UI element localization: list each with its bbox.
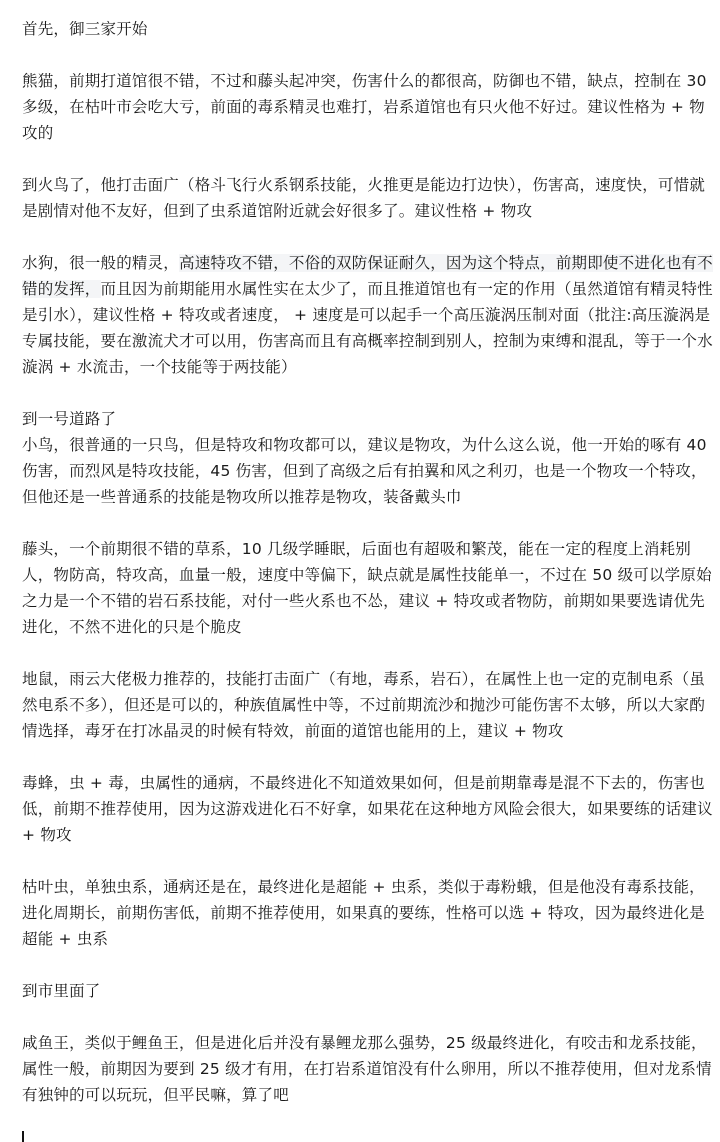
paragraph-gap xyxy=(22,640,714,666)
paragraph-poison-bee: 毒蜂，虫 + 毒，虫属性的通病，不最终进化不知道效果如何，但是前期靠毒是混不下去的，伤害也低，前期不推荐使用，因为这游戏进化石不好拿，如果花在这种地方风险会很大，如果要练的话建议 + 物攻 xyxy=(22,774,713,844)
paragraph-gap xyxy=(22,224,714,250)
water-dog-text-start: 水狗，很一般的精灵， xyxy=(22,254,180,272)
text-cursor xyxy=(22,1131,24,1142)
paragraph-salted-fish-king: 咸鱼王，类似于鲤鱼王，但是进化后并没有暴鲤龙那么强势，25 级最终进化，有咬击和龙系技能，属性一般，前期因为要到 25 级才有用，在打岩系道馆没有什么卵用，所以不推荐使用，但对龙系情有独钟的可以玩玩，但平民嘛，算了吧 xyxy=(22,1034,712,1104)
paragraph-gap xyxy=(22,380,714,406)
paragraph-vine-head: 藤头，一个前期很不错的草系，10 几级学睡眠，后面也有超吸和繁茂，能在一定的程度上消耗别人，物防高，特攻高，血量一般，速度中等偏下，缺点就是属性技能单一，不过在 50 级可以学原始之力是一个不错的岩石系技能，对付一些火系也不怂，建议 + 特攻或者物防，前期如果要选请优先进化，不然不进化的只是个脆皮 xyxy=(22,540,712,636)
paragraph-gap xyxy=(22,744,714,770)
paragraph-gap xyxy=(22,1004,714,1030)
water-dog-text-end: 而且因为前期能用水属性实在太少了，而且推道馆也有一定的作用（虽然道馆有精灵特性是引水），建议性格 + 特攻或者速度， + 速度是可以起手一个高压漩涡压制对面（批注:高压漩涡是专属技能，要在激流犬才可以用，伤害高而且有高概率控制到别人，控制为束缚和混乱，等于一个水漩涡 + 水流击，一个技能等于两技能） xyxy=(22,280,713,376)
paragraph-small-bird: 小鸟，很普通的一只鸟，但是特攻和物攻都可以，建议是物攻，为什么这么说，他一开始的啄有 40 伤害，而烈风是特攻技能，45 伤害，但到了高级之后有拍翼和风之利刃，也是一个物攻一个特攻，但他还是一些普通系的技能是物攻所以推荐是物攻，装备戴头巾 xyxy=(22,436,707,506)
paragraph-gap xyxy=(22,952,714,978)
paragraph-leaf-bug: 枯叶虫，单独虫系，通病还是在，最终进化是超能 + 虫系，类似于毒粉蛾，但是他没有毒系技能，进化周期长，前期伤害低，前期不推荐使用，如果真的要练，性格可以选 + 特攻，因为最终进化是超能 + 虫系 xyxy=(22,878,705,948)
paragraph-panda: 熊猫，前期打道馆很不错，不过和藤头起冲突，伤害什么的都很高，防御也不错，缺点，控制在 30 多级，在枯叶市会吃大亏，前面的毒系精灵也难打，岩系道馆也有只火他不好过。建议性格为 + 物攻的 xyxy=(22,72,707,142)
paragraph-gap xyxy=(22,848,714,874)
highlighted-text: 高速特攻不错，不俗的双防保证耐久，因为这个特点，前期即使不进化也有不错的发挥， xyxy=(22,254,713,298)
paragraph-fire-bird: 到火鸟了，他打击面广（格斗飞行火系钢系技能，火推更是能边打边快），伤害高，速度快，可惜就是剧情对他不友好，但到了虫系道馆附近就会好很多了。建议性格 + 物攻 xyxy=(22,176,706,220)
section-heading-route-1: 到一号道路了 xyxy=(22,410,117,428)
paragraph-ground-mouse: 地鼠，雨云大佬极力推荐的，技能打击面广（有地，毒系，岩石），在属性上也一定的克制电系（虽然电系不多），但还是可以的，种族值属性中等，不过前期流沙和抛沙可能伤害不太够，所以大家酌情选择，毒牙在打冰晶灵的时候有特效，前面的道馆也能用的上，建议 + 物攻 xyxy=(22,670,706,740)
section-heading-city: 到市里面了 xyxy=(22,982,101,1000)
paragraph-gap xyxy=(22,146,714,172)
paragraph-gap xyxy=(22,42,714,68)
paragraph-intro: 首先，御三家开始 xyxy=(22,20,148,38)
paragraph-water-dog xyxy=(22,250,714,380)
paragraph-gap xyxy=(22,510,714,536)
